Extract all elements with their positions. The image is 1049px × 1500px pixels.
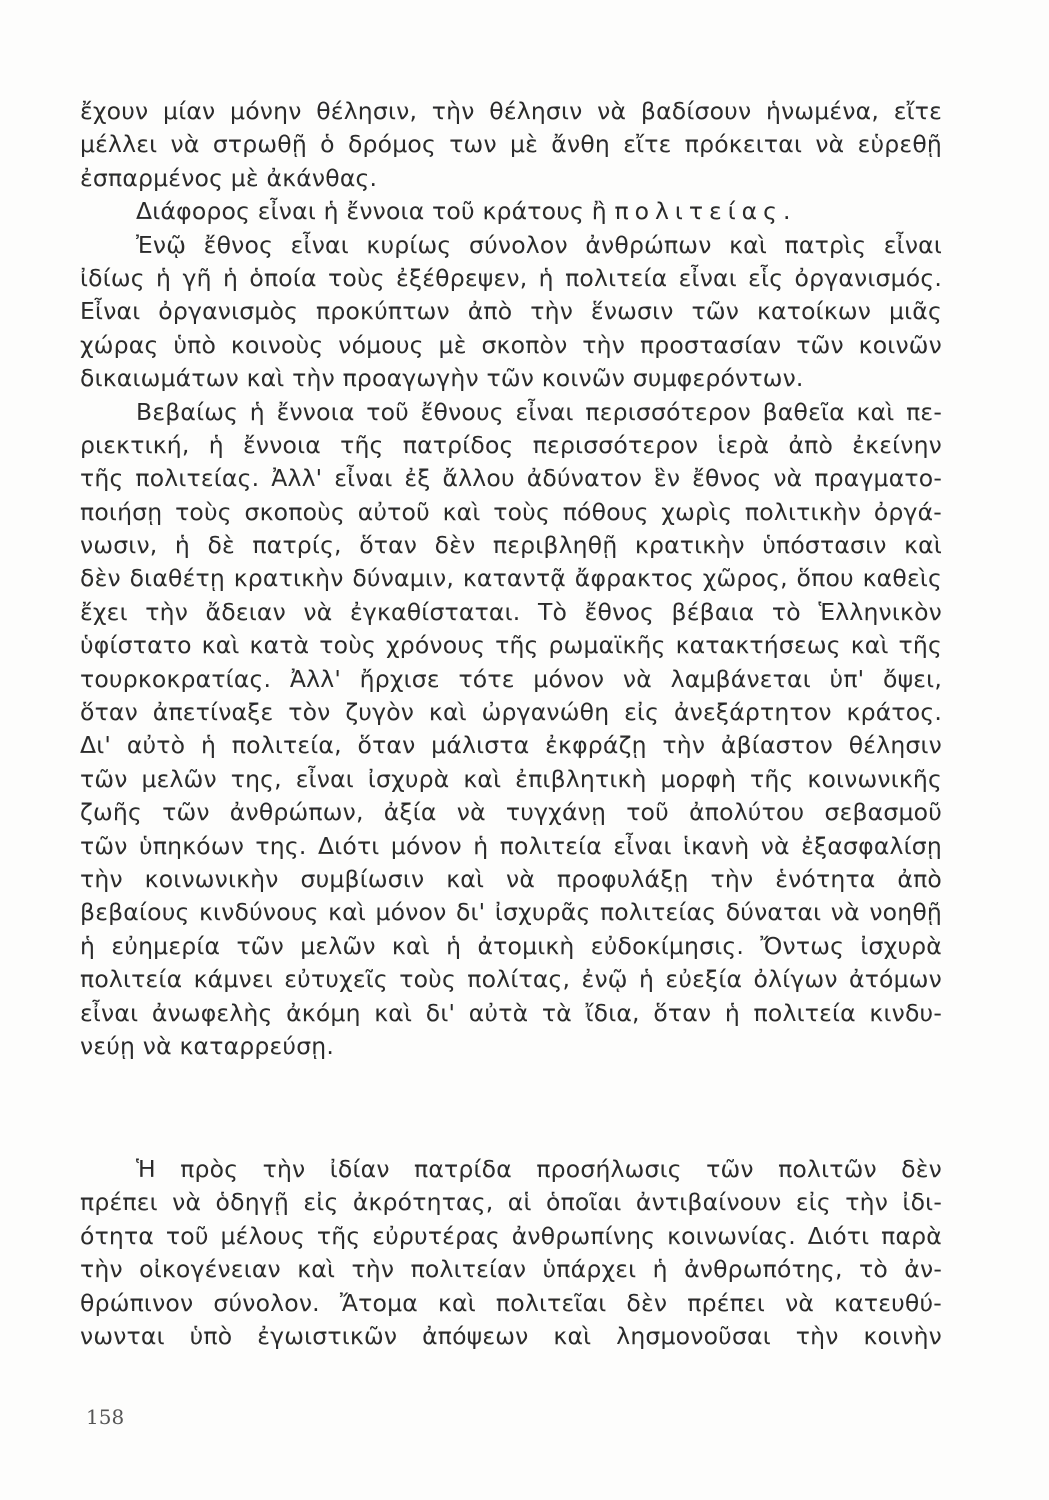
text-line: τῶν μελῶν της, εἶναι ἰσχυρὰ καὶ ἐπιβλητικὴ μορφὴ τῆς κοινωνικῆς (80, 764, 942, 793)
text-line: ἡ εὐημερία τῶν μελῶν καὶ ἡ ἀτομικὴ εὐδοκίμησις. Ὄντως ἰσχυρὰ (80, 931, 942, 960)
text-line: τὴν κοινωνικὴν συμβίωσιν καὶ νὰ προφυλάξῃ τὴν ἑνότητα ἀπὸ (80, 864, 942, 893)
page-number: 158 (86, 1405, 125, 1429)
text-line: ὑφίστατο καὶ κατὰ τοὺς χρόνους τῆς ρωμαϊκῆς κατακτήσεως καὶ τῆς (80, 631, 942, 660)
text-line: Ἡ πρὸς τὴν ἰδίαν πατρίδα προσήλωσις τῶν πολιτῶν δὲν (136, 1155, 942, 1183)
text-line: τουρκοκρατίας. Ἀλλ' ἤρχισε τότε μόνον νὰ λαμβάνεται ὑπ' ὄψει, (80, 664, 942, 693)
main-text (80, 95, 942, 1063)
text-line: ἐσπαρμένος μὲ ἀκάνθας. (80, 163, 378, 192)
text-line: νωσιν, ἡ δὲ πατρίς, ὅταν δὲν περιβληθῇ κρατικὴν ὑπόστασιν καὶ (80, 531, 942, 560)
text-line: δὲν διαθέτῃ κρατικὴν δύναμιν, καταντᾷ ἄφρακτος χῶρος, ὅπου καθεὶς (80, 564, 942, 593)
text-line: πρέπει νὰ ὁδηγῇ εἰς ἀκρότητας, αἱ ὁποῖαι ἀντιβαίνουν εἰς τὴν ἰδι- (80, 1188, 942, 1217)
text-span: Διάφορος εἶναι ἡ ἔννοια τοῦ κράτους ἢ (136, 197, 607, 226)
text-line: δικαιωμάτων καὶ τὴν προαγωγὴν τῶν κοινῶν συμφερόντων. (80, 364, 804, 393)
text-line: Εἶναι ὀργανισμὸς προκύπτων ἀπὸ τὴν ἕνωσιν τῶν κατοίκων μιᾶς (80, 297, 942, 326)
text-line: θρώπινον σύνολον. Ἄτομα καὶ πολιτεῖαι δὲν πρέπει νὰ κατευθύ- (80, 1288, 942, 1317)
text-line: ὅταν ἀπετίναξε τὸν ζυγὸν καὶ ὠργανώθη εἰς ἀνεξάρτητον κράτος. (80, 698, 942, 727)
main-text-continued (80, 1153, 942, 1353)
text-line: μέλλει νὰ στρωθῇ ὁ δρόμος των μὲ ἄνθη εἴτε πρόκειται νὰ εὑρεθῇ (80, 130, 942, 159)
text-line: ποιήσῃ τοὺς σκοποὺς αὐτοῦ καὶ τοὺς πόθους χωρὶς πολιτικὴν ὀργά- (80, 497, 942, 526)
text-line: τῶν ὑπηκόων της. Διότι μόνον ἡ πολιτεία εἶναι ἱκανὴ νὰ ἐξασφαλίσῃ (80, 831, 942, 860)
text-line: νωνται ὑπὸ ἐγωιστικῶν ἀπόψεων καὶ λησμονοῦσαι τὴν κοινὴν (80, 1321, 942, 1350)
text-line: νεύῃ νὰ καταρρεύσῃ. (80, 1031, 335, 1060)
text-line: ἔχουν μίαν μόνην θέλησιν, τὴν θέλησιν νὰ βαδίσουν ἡνωμένα, εἴτε (80, 97, 942, 125)
text-line: χώρας ὑπὸ κοινοὺς νόμους μὲ σκοπὸν τὴν προστασίαν τῶν κοινῶν (80, 330, 942, 359)
text-line: Βεβαίως ἡ ἔννοια τοῦ ἔθνους εἶναι περισσότερον βαθεῖα καὶ πε- (136, 397, 942, 426)
text-line: πολιτεία κάμνει εὐτυχεῖς τοὺς πολίτας, ἐνῷ ἡ εὐεξία ὀλίγων ἀτόμων (80, 965, 942, 994)
text-line: ζωῆς τῶν ἀνθρώπων, ἀξία νὰ τυγχάνῃ τοῦ ἀπολύτου σεβασμοῦ (80, 798, 942, 827)
emphasized-word: πολιτείας. (614, 197, 797, 226)
text-line: τὴν οἰκογένειαν καὶ τὴν πολιτείαν ὑπάρχει ἡ ἀνθρωπότης, τὸ ἀν- (80, 1255, 942, 1284)
text-line: ἰδίως ἡ γῆ ἡ ὁποία τοὺς ἐξέθρεψεν, ἡ πολιτεία εἶναι εἷς ὀργανισμός. (80, 263, 942, 292)
text-line: ότητα τοῦ μέλους τῆς εὐρυτέρας ἀνθρωπίνης κοινωνίας. Διότι παρὰ (80, 1221, 942, 1250)
text-line: βεβαίους κινδύνους καὶ μόνον δι' ἰσχυρᾶς πολιτείας δύναται νὰ νοηθῇ (80, 898, 942, 927)
text-line: εἶναι ἀνωφελὴς ἀκόμη καὶ δι' αὐτὰ τὰ ἴδια, ὅταν ἡ πολιτεία κινδυ- (80, 998, 942, 1027)
text-line (80, 195, 942, 228)
text-line: τῆς πολιτείας. Ἀλλ' εἶναι ἐξ ἄλλου ἀδύνατον ἓν ἔθνος νὰ πραγματο- (80, 464, 942, 493)
text-line: Ἐνῷ ἔθνος εἶναι κυρίως σύνολον ἀνθρώπων καὶ πατρὶς εἶναι (136, 230, 942, 259)
text-line: ἔχει τὴν ἄδειαν νὰ ἐγκαθίσταται. Τὸ ἔθνος βέβαια τὸ Ἑλληνικὸν (80, 597, 942, 626)
text-line: Δι' αὐτὸ ἡ πολιτεία, ὅταν μάλιστα ἐκφράζῃ τὴν ἀβίαστον θέλησιν (80, 731, 942, 760)
text-line: ριεκτική, ἡ ἔννοια τῆς πατρίδος περισσότερον ἱερὰ ἀπὸ ἐκείνην (80, 430, 942, 459)
